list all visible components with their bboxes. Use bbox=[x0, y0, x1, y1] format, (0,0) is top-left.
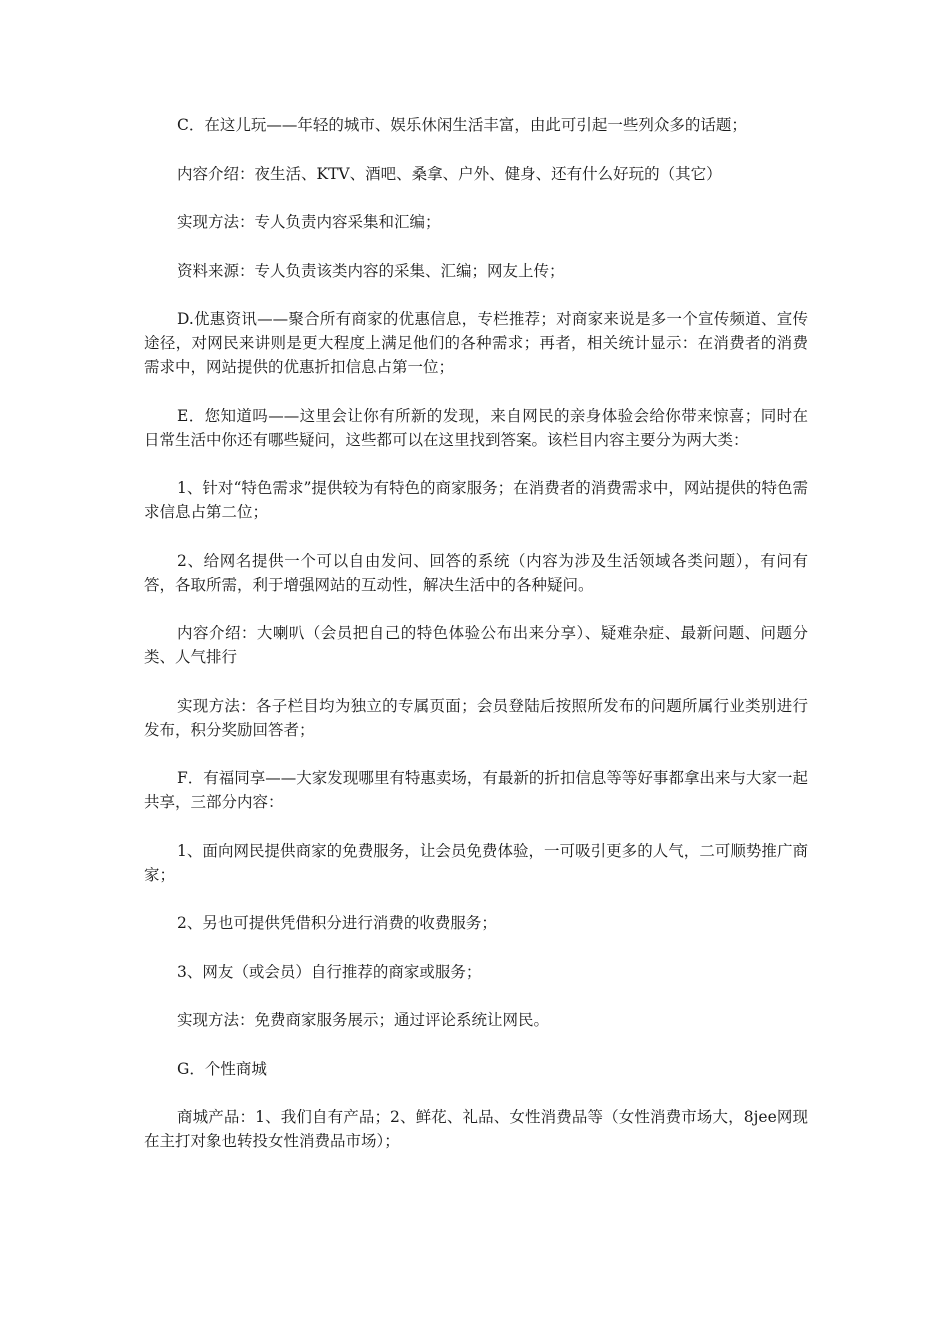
paragraph-g-products: 商城产品：1、我们自有产品；2、鲜花、礼品、女性消费品等（女性消费市场大，8jee网现在主打对象也转投女性消费品市场）； bbox=[144, 1108, 808, 1150]
paragraph-f-item-2: 2、另也可提供凭借积分进行消费的收费服务； bbox=[177, 914, 497, 932]
paragraph-f-item-3: 3、网友（或会员）自行推荐的商家或服务； bbox=[177, 962, 482, 981]
paragraph-data-source: 资料来源：专人负责该类内容的采集、汇编；网友上传； bbox=[177, 261, 565, 280]
paragraph-e-implementation: 实现方法：各子栏目均为独立的专属页面；会员登陆后按照所发布的问题所属行业类别进行发布，积分奖励回答者； bbox=[144, 696, 808, 739]
paragraph-e-did-you-know: E．您知道吗——这里会让你有所新的发现，来自网民的亲身体验会给你带来惊喜；同时在日常生活中你还有哪些疑问，这些都可以在这里找到答案。该栏目内容主要分为两大类： bbox=[144, 406, 808, 449]
paragraph-f-implementation: 实现方法：免费商家服务展示；通过评论系统让网民。 bbox=[177, 1011, 550, 1029]
paragraph-e-item-1: 1、针对“特色需求”提供较为有特色的商家服务；在消费者的消费需求中，网站提供的特色需求信息占第二位； bbox=[144, 479, 808, 521]
paragraph-d-discounts: D.优惠资讯——聚合所有商家的优惠信息，专栏推荐；对商家来说是多一个宣传频道、宣传途径，对网民来讲则是更大程度上满足他们的各种需求；再者，相关统计显示：在消费者的消费需求中，网站提供的优惠折扣信息占第一位； bbox=[144, 310, 808, 376]
paragraph-e-content-intro: 内容介绍：大喇叭（会员把自己的特色体验公布出来分享）、疑难杂症、最新问题、问题分类、人气排行 bbox=[144, 624, 808, 666]
paragraph-f-item-1: 1、面向网民提供商家的免费服务，让会员免费体验，一可吸引更多的人气，二可顺势推广商家； bbox=[144, 841, 808, 884]
paragraph-content-intro: 内容介绍：夜生活、KTV、酒吧、桑拿、户外、健身、还有什么好玩的（其它） bbox=[177, 164, 722, 183]
document-body bbox=[144, 113, 808, 1178]
paragraph-g-mall: G．个性商城 bbox=[177, 1059, 267, 1078]
paragraph-f-sharing: F．有福同享——大家发现哪里有特惠卖场，有最新的折扣信息等等好事都拿出来与大家一起共享，三部分内容： bbox=[144, 769, 808, 811]
paragraph-e-item-2: 2、给网名提供一个可以自由发问、回答的系统（内容为涉及生活领域各类问题），有问有答，各取所需，利于增强网站的互动性，解决生活中的各种疑问。 bbox=[144, 551, 808, 594]
paragraph-c-play: C．在这儿玩——年轻的城市、娱乐休闲生活丰富，由此可引起一些列众多的话题； bbox=[177, 116, 747, 134]
paragraph-implementation: 实现方法：专人负责内容采集和汇编； bbox=[177, 213, 441, 231]
